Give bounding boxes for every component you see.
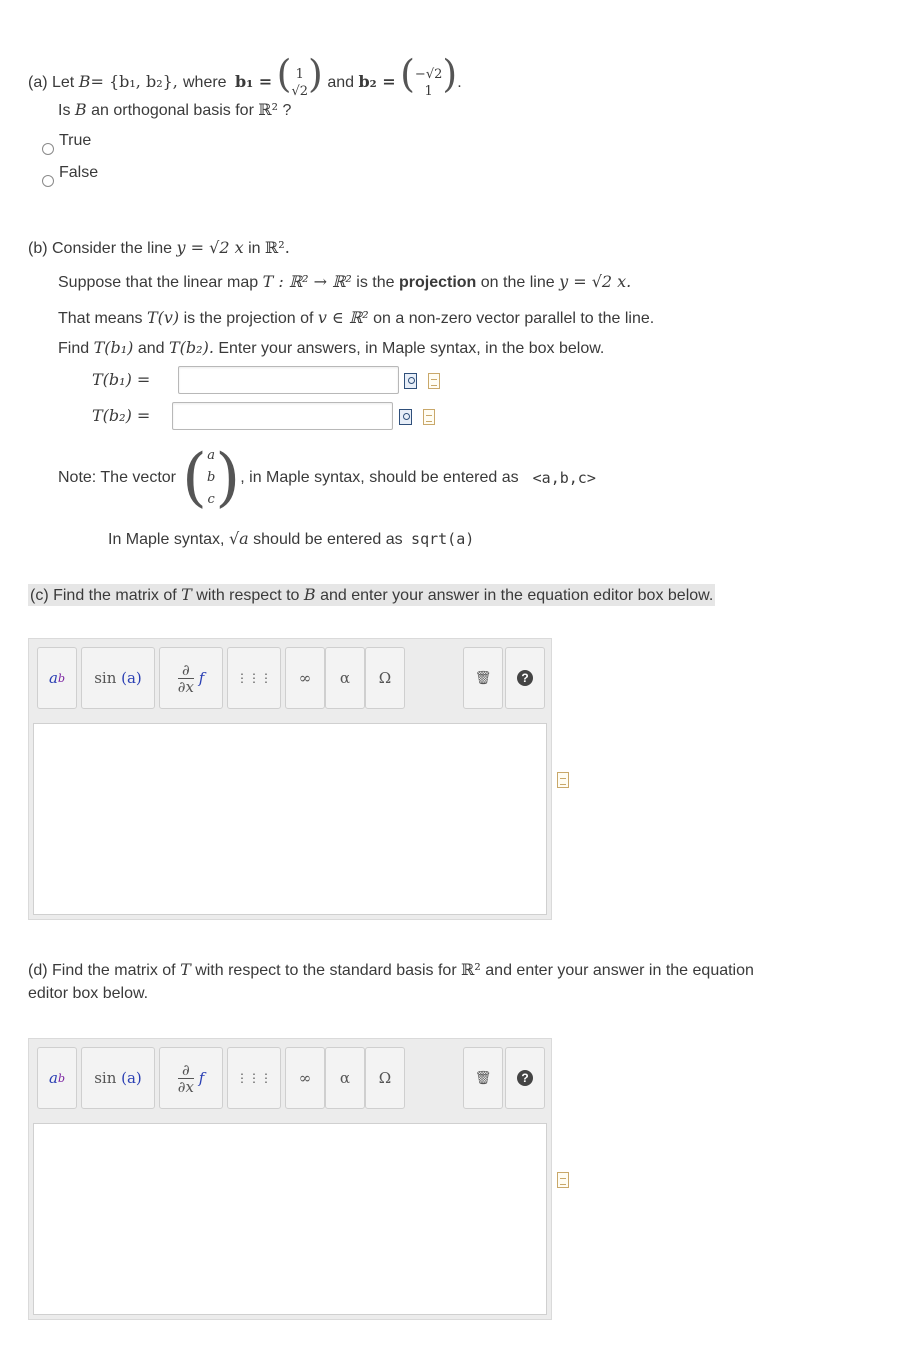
radio-true[interactable] [42, 143, 54, 155]
b2-vector: −√2 1 [414, 66, 443, 99]
b2-label: b₂ = [358, 72, 396, 91]
help-button[interactable] [505, 647, 545, 709]
set-definition: = {b₁, b₂}, [90, 72, 183, 91]
b1-label: b₁ = [235, 72, 273, 91]
power-button[interactable]: a b [37, 1047, 77, 1109]
part-b-line4: Find T(b₁) and T(b₂). Enter your answers, in Maple syntax, in the box below. [58, 338, 605, 357]
sqrt-note: In Maple syntax, √a should be entered as sqrt(a) [108, 529, 475, 548]
matrix-button[interactable]: ⋮⋮⋮ [227, 647, 281, 709]
help-icon: ? [517, 1070, 533, 1086]
part-b-line2: Suppose that the linear map T : ℝ² → ℝ² is the projection on the line y = √2 x. [58, 272, 632, 291]
b1-vector: 1 √2 [291, 66, 309, 99]
alpha-button[interactable]: α [325, 1047, 365, 1109]
set-variable: B [78, 72, 91, 91]
omega-button[interactable]: Ω [365, 1047, 405, 1109]
trash-icon[interactable]: 🗑 [463, 1047, 503, 1109]
radio-false[interactable] [42, 175, 54, 187]
equation-editor-c [28, 638, 552, 920]
document-icon[interactable] [557, 1172, 569, 1188]
note-vector: a b c [206, 448, 216, 507]
preview-icon[interactable] [404, 373, 417, 389]
omega-button[interactable]: Ω [365, 647, 405, 709]
trash-icon[interactable]: 🗑 [463, 647, 503, 709]
editor-input-area-d[interactable] [33, 1123, 547, 1315]
derivative-button[interactable]: ∂ ∂x f [159, 1047, 223, 1109]
part-c-prompt: (c) Find the matrix of T with respect to B and enter your answer in the equation editor box below. [30, 585, 714, 604]
help-button[interactable] [505, 1047, 545, 1109]
option-false-label[interactable]: False [59, 164, 99, 181]
where-text: where [182, 74, 227, 91]
infinity-button[interactable]: ∞ [285, 647, 325, 709]
power-button[interactable]: a b [37, 647, 77, 709]
part-a-statement: (a) Let B= {b₁, b₂}, where b₁ = ( 1 √2 ) and b₂ = ( −√2 1 ). [28, 52, 462, 99]
part-a-question: Is B an orthogonal basis for ℝ² ? [58, 100, 292, 119]
part-b-line3: That means T(v) is the projection of v ∈ ℝ² on a non-zero vector parallel to the line. [58, 308, 655, 327]
document-icon[interactable] [423, 409, 435, 425]
preview-icon[interactable] [399, 409, 412, 425]
tb2-input[interactable] [172, 402, 393, 430]
tb2-label: T(b₂) = [92, 406, 151, 425]
alpha-button[interactable]: α [325, 647, 365, 709]
document-icon[interactable] [428, 373, 440, 389]
help-icon: ? [517, 670, 533, 686]
tb1-label: T(b₁) = [92, 370, 151, 389]
tb1-input[interactable] [178, 366, 399, 394]
derivative-button[interactable]: ∂ ∂x f [159, 647, 223, 709]
infinity-button[interactable]: ∞ [285, 1047, 325, 1109]
part-d-prompt: (d) Find the matrix of T with respect to the standard basis for ℝ² and enter your answer in the equation [28, 960, 754, 979]
option-true-label[interactable]: True [59, 132, 92, 149]
part-d-prompt-line2: editor box below. [28, 985, 149, 1002]
part-a-prefix: (a) Let [28, 74, 75, 91]
editor-input-area-c[interactable] [33, 723, 547, 915]
note-vector-line: Note: The vector ( a b c ) , in Maple syntax, should be entered as <a,b,c> [58, 441, 596, 515]
part-b-line1: (b) Consider the line y = √2 x in ℝ². [28, 238, 290, 257]
sin-button[interactable]: sin (a) [81, 1047, 155, 1109]
document-icon[interactable] [557, 772, 569, 788]
sin-button[interactable]: sin (a) [81, 647, 155, 709]
matrix-button[interactable]: ⋮⋮⋮ [227, 1047, 281, 1109]
equation-editor-d [28, 1038, 552, 1320]
and-text: and [327, 74, 355, 91]
